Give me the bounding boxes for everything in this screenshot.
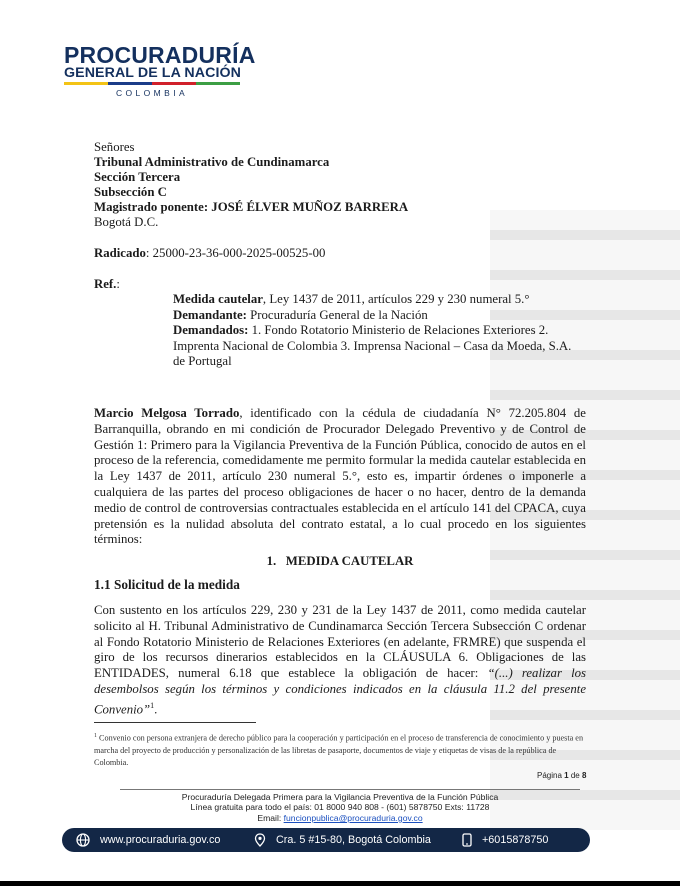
salutation: Señores <box>94 140 135 154</box>
phone-item[interactable] <box>462 833 548 847</box>
section-heading <box>94 554 586 569</box>
logo-title: PROCURADURÍA <box>64 42 256 68</box>
page-label: Página <box>537 771 565 780</box>
footer-email-label: Email: <box>257 812 284 823</box>
website-item[interactable] <box>76 833 220 847</box>
procuraduria-logo <box>64 42 256 98</box>
body-paragraph <box>94 603 586 718</box>
mobile-phone-icon <box>462 833 472 847</box>
address-item <box>254 833 431 847</box>
footer-email-line <box>100 813 580 823</box>
subsection-heading: 1.1 Solicitud de la medida <box>94 577 240 592</box>
website-text: www.procuraduria.gov.co <box>100 834 221 846</box>
page-number <box>537 771 586 780</box>
footnote-reference[interactable]: 1 <box>150 700 155 710</box>
radicado-label: Radicado <box>94 246 146 260</box>
page-of: de <box>568 771 582 780</box>
footer-office-info <box>100 792 580 823</box>
footnote <box>94 730 586 769</box>
ref-demandados-value: 1. Fondo Rotatorio Ministerio de Relaciones Exteriores 2. Imprenta Nacional de Colombia 3. Imprensa Nacional – Casa da Moeda, S.A. de Portugal <box>173 323 572 369</box>
footnote-text: Convenio con persona extranjera de derecho público para la cooperación y participación en el proceso de transferencia de conocimiento y puesta en marcha del proyecto de producción y personalización de las libretas de pasaporte, documentos de viaje y etiquetas de visas de la república de Colombia. <box>94 733 584 767</box>
footer-office-name: Procuraduría Delegada Primera para la Vigilancia Preventiva de la Función Pública <box>181 792 499 802</box>
ref-demandante <box>173 308 583 324</box>
page-bottom-edge <box>0 881 680 886</box>
logo-bar-blue <box>108 82 152 85</box>
section-title: MEDIDA CAUTELAR <box>285 554 414 568</box>
location-pin-icon <box>254 833 266 847</box>
ref-details <box>173 292 583 370</box>
footnote-divider <box>94 722 256 723</box>
ref-medida-label: Medida cautelar <box>173 292 263 306</box>
ref-label: Ref. <box>94 277 117 291</box>
ref-label-suffix: : <box>116 277 120 291</box>
footer-email-link[interactable]: funcionpublica@procuraduria.gov.co <box>283 812 423 823</box>
phone-text: +6015878750 <box>482 834 549 846</box>
page-total: 8 <box>581 771 587 780</box>
globe-icon <box>76 833 90 847</box>
ref-line <box>94 277 120 292</box>
ref-medida <box>173 292 583 308</box>
magistrate-label: Magistrado ponente: <box>94 200 212 214</box>
radicado-line <box>94 246 325 261</box>
page-current: 1 <box>564 771 569 780</box>
address-text: Cra. 5 #15-80, Bogotá Colombia <box>276 834 431 846</box>
section-number: 1. <box>266 554 277 568</box>
intro-text: , identificado con la cédula de ciudadanía N° 72.205.804 de Barranquilla, obrando en mi condición de Procurador Delegado Preventivo y de Control de Gestión 1: Primero para la Vigilancia Preventiva de la Función Pública, conocido de autos en el proceso de la referencia, comedidamente me permito formular la medida cautelar establecida en la Ley 1437 de 2011, artículo 230 numeral 5.°, esto es, impartir órdenes o imponerle a cualquiera de las partes del proceso obligaciones de hacer o no hacer, dentro de la demanda medio de control de controversias contractuales establecida en el artículo 141 del CPACA, cuya pretensión es la nulidad absoluta del contrato estatal, a lo cual procedo en los siguientes términos: <box>94 406 586 547</box>
author-name: Marcio Melgosa Torrado <box>94 406 240 420</box>
ref-demandante-label: Demandante: <box>173 307 247 322</box>
logo-subtitle: GENERAL DE LA NACIÓN <box>64 65 241 81</box>
footnote-mark: 1 <box>94 733 97 739</box>
footer-phone-line: Línea gratuita para todo el país: 01 8000 940 808 - (601) 5878750 Exts: 11728 <box>190 802 490 813</box>
contact-bar <box>62 828 590 852</box>
footer-divider <box>120 789 580 790</box>
court-name: Tribunal Administrativo de Cundinamarca <box>94 155 330 169</box>
logo-bar-red <box>152 82 196 85</box>
magistrate-name: JOSÉ ÉLVER MUÑOZ BARRERA <box>211 200 409 214</box>
ref-demandados-label: Demandados: <box>173 323 249 338</box>
court-section: Sección Tercera <box>94 170 181 184</box>
magistrate-line <box>94 200 408 215</box>
body-end: . <box>154 702 158 717</box>
logo-bar-yellow <box>64 82 108 85</box>
ref-demandante-value: Procuraduría General de la Nación <box>246 307 428 322</box>
logo-country: COLOMBIA <box>115 88 189 98</box>
logo-color-bar <box>64 82 240 85</box>
logo-bar-green <box>196 82 240 85</box>
court-subsection: Subsección C <box>94 185 167 199</box>
body-quote: “(...) realizar los desembolsos según los términos y condiciones indicados en la cláusula 11.2 del presente Convenio” <box>94 666 586 717</box>
body-text: Con sustento en los artículos 229, 230 y 231 de la Ley 1437 de 2011, como medida cautelar solicito al H. Tribunal Administrativo de Cundinamarca Sección Tercera Subsección C ordenar al Fondo Rotatorio Ministerio de Relaciones Exteriores (en adelante, FRMRE) que suspenda el giro de los recursos dinerarios establecidos en la CLÁUSULA 6. Obligaciones de las ENTIDADES, numeral 6.18 que establece la obligación de hacer: <box>94 603 586 681</box>
ref-demandados <box>173 323 583 370</box>
radicado-value: : 25000-23-36-000-2025-00525-00 <box>145 246 326 260</box>
ref-medida-value: , Ley 1437 de 2011, artículos 229 y 230 numeral 5.° <box>262 292 530 306</box>
intro-paragraph <box>94 406 586 548</box>
city: Bogotá D.C. <box>94 215 159 229</box>
